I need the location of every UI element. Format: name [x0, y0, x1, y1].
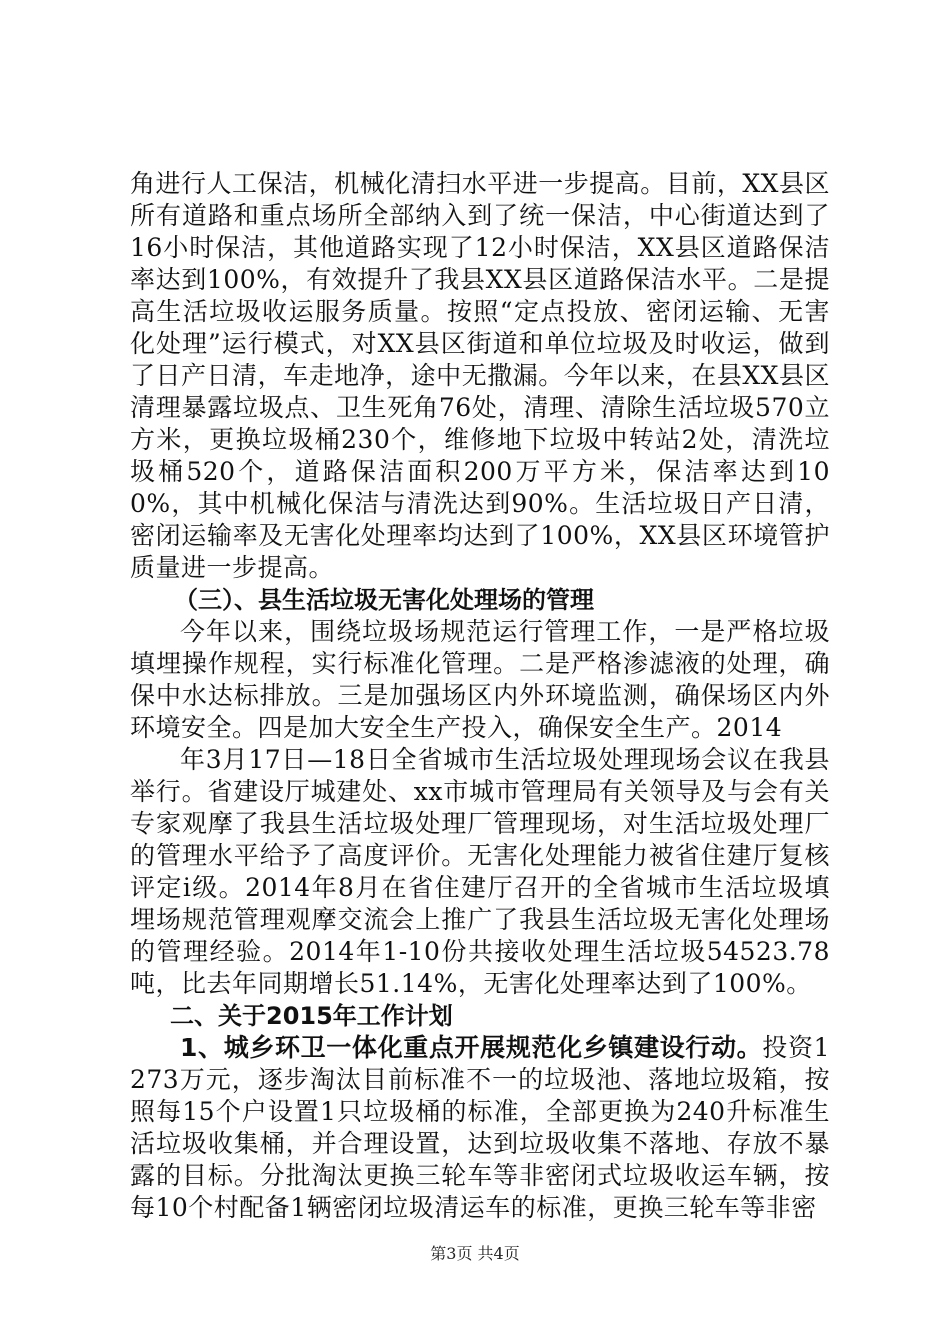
- page-number-footer: 第3页 共4页: [430, 1244, 520, 1263]
- paragraph-plan-item-1: [130, 1032, 830, 1224]
- section-heading-2015-plan: 二、关于2015年工作计划: [170, 1002, 453, 1030]
- paragraph-landfill-operations: 今年以来，围绕垃圾场规范运行管理工作，一是严格垃圾填埋操作规程，实行标准化管理。二是严格渗滤液的处理，确保中水达标排放。三是加强场区内外环境监测，确保场区内外环境安全。四是加大安全生产投入，确保安全生产。2014: [130, 617, 830, 742]
- document-body: [130, 168, 830, 1224]
- paragraph-street-cleaning: 角进行人工保洁，机械化清扫水平进一步提高。目前，XX县区所有道路和重点场所全部纳入到了统一保洁，中心街道达到了16小时保洁，其他道路实现了12小时保洁，XX县区道路保洁率达到100%，有效提升了我县XX县区道路保洁水平。二是提高生活垃圾收运服务质量。按照“定点投放、密闭运输、无害化处理”运行模式，对XX县区街道和单位垃圾及时收运，做到了日产日清，车走地净，途中无撒漏。今年以来，在县XX县区清理暴露垃圾点、卫生死角76处，清理、清除生活垃圾570立方米，更换垃圾桶230个，维修地下垃圾中转站2处，清洗垃圾桶520个，道路保洁面积200万平方米，保洁率达到100%，其中机械化保洁与清洗达到90%。生活垃圾日产日清，密闭运输率及无害化处理率均达到了100%，XX县区环境管护质量进一步提高。: [130, 169, 830, 582]
- paragraph-landfill-evaluation: 年3月17日—18日全省城市生活垃圾处理现场会议在我县举行。省建设厅城建处、xx市城市管理局有关领导及与会有关专家观摩了我县生活垃圾处理厂管理现场，对生活垃圾处理厂的管理水平给予了高度评价。无害化处理能力被省住建厅复核评定ⅰ级。2014年8月在省住建厅召开的全省城市生活垃圾填埋场规范管理观摩交流会上推广了我县生活垃圾无害化处理场的管理经验。2014年1-10份共接收处理生活垃圾54523.78吨，比去年同期增长51.14%，无害化处理率达到了100%。: [130, 745, 830, 998]
- plan-item-1-text: 投资1273万元，逐步淘汰目前标准不一的垃圾池、落地垃圾箱，按照每15个户设置1只垃圾桶的标准，全部更换为240升标准生活垃圾收集桶，并合理设置，达到垃圾收集不落地、存放不暴露的目标。分批淘汰更换三轮车等非密闭式垃圾收运车辆，按每10个村配备1辆密闭垃圾清运车的标准，更换三轮车等非密: [130, 1033, 830, 1222]
- plan-item-1-title: 1、城乡环卫一体化重点开展规范化乡镇建设行动。: [180, 1033, 763, 1062]
- section-heading-landfill-management: （三）、县生活垃圾无害化处理场的管理: [174, 586, 594, 614]
